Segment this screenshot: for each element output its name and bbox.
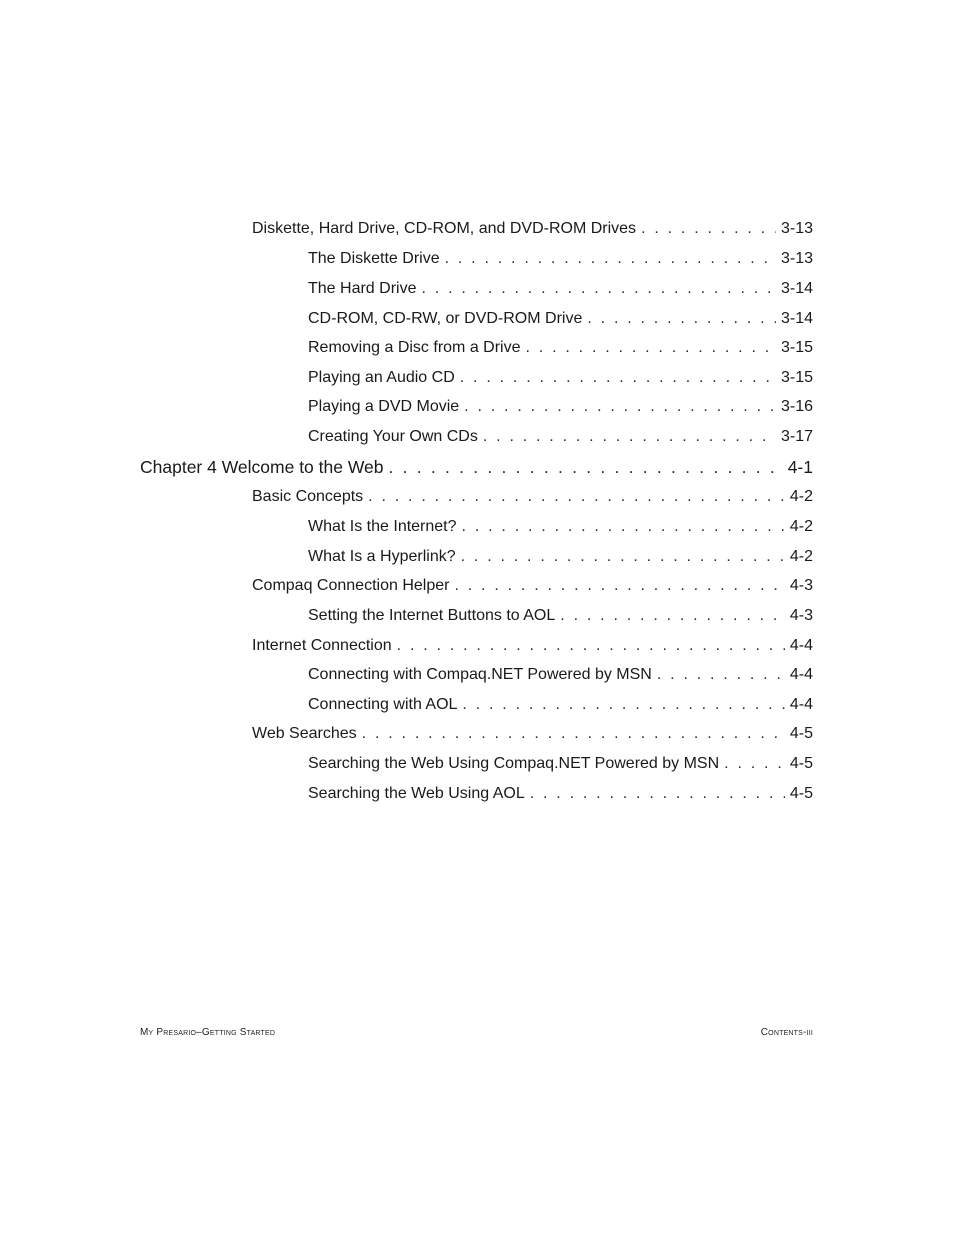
footer-book-title: My Presario–Getting Started xyxy=(140,1027,276,1038)
toc-entry-title: Searching the Web Using AOL xyxy=(308,785,525,802)
toc-entry-page: 4-5 xyxy=(789,725,813,742)
toc-entry-page: 3-14 xyxy=(780,310,813,327)
toc-entry xyxy=(252,487,813,507)
toc-entry-title: Compaq Connection Helper xyxy=(252,577,450,594)
toc-chapter-title: Chapter 4 Welcome to the Web xyxy=(140,457,384,477)
toc-chapter-entry xyxy=(140,457,813,477)
dot-leader xyxy=(560,606,785,626)
toc-entry-title: What Is a Hyperlink? xyxy=(308,548,456,565)
toc-entry-page: 4-5 xyxy=(789,755,813,772)
toc-entry-page: 3-16 xyxy=(780,398,813,415)
toc-entry-title: Connecting with AOL xyxy=(308,696,458,713)
toc-entry-title: The Diskette Drive xyxy=(308,250,440,267)
toc-entry xyxy=(252,219,813,239)
toc-entry-title: The Hard Drive xyxy=(308,280,417,297)
dot-leader xyxy=(362,724,785,744)
dot-leader xyxy=(389,457,783,477)
dot-leader xyxy=(445,249,776,269)
toc-entry-page: 3-13 xyxy=(780,220,813,237)
toc-entry xyxy=(308,427,813,447)
dot-leader xyxy=(464,397,776,417)
dot-leader xyxy=(462,695,784,715)
toc-entry xyxy=(308,309,813,329)
dot-leader xyxy=(421,279,775,299)
toc-entry-page: 4-4 xyxy=(789,666,813,683)
toc-entry-page: 3-13 xyxy=(780,250,813,267)
toc-entry xyxy=(308,249,813,269)
dot-leader xyxy=(462,517,785,537)
toc-entry-title: Searching the Web Using Compaq.NET Powered by MSN xyxy=(308,755,720,772)
toc-entry-title: Diskette, Hard Drive, CD-ROM, and DVD-ROM Drives xyxy=(252,220,637,237)
toc-entry-title: CD-ROM, CD-RW, or DVD-ROM Drive xyxy=(308,310,583,327)
toc-entry-title: What Is the Internet? xyxy=(308,518,457,535)
dot-leader xyxy=(641,219,776,239)
toc-entry-page: 4-4 xyxy=(789,637,813,654)
toc-entry-title: Setting the Internet Buttons to AOL xyxy=(308,607,556,624)
toc-entry-title: Web Searches xyxy=(252,725,357,742)
toc-entry xyxy=(252,636,813,656)
toc-entry-page: 4-4 xyxy=(789,696,813,713)
toc-entry-title: Internet Connection xyxy=(252,637,392,654)
dot-leader xyxy=(454,576,784,596)
toc-entry-title: Basic Concepts xyxy=(252,488,364,505)
toc-entry-title: Playing a DVD Movie xyxy=(308,398,460,415)
toc-entry xyxy=(308,368,813,388)
toc-entry-page: 4-3 xyxy=(789,577,813,594)
toc-entry xyxy=(252,576,813,596)
toc-entry xyxy=(252,724,813,744)
toc-entry-page: 3-15 xyxy=(780,339,813,356)
toc-entry xyxy=(308,517,813,537)
toc-entry xyxy=(308,547,813,567)
dot-leader xyxy=(526,338,776,358)
dot-leader xyxy=(657,665,785,685)
toc-entry xyxy=(308,397,813,417)
toc-entry-page: 4-2 xyxy=(789,518,813,535)
toc-chapter-page: 4-1 xyxy=(787,457,813,477)
toc-entry-title: Creating Your Own CDs xyxy=(308,428,478,445)
toc-entry-page: 4-2 xyxy=(789,548,813,565)
toc-entry xyxy=(308,784,813,804)
toc-entry-page: 4-2 xyxy=(789,488,813,505)
toc-entry xyxy=(308,606,813,626)
toc-entry xyxy=(308,338,813,358)
toc-entry-page: 3-15 xyxy=(780,369,813,386)
dot-leader xyxy=(587,309,776,329)
toc-entry-page: 3-17 xyxy=(780,428,813,445)
toc-entry-page: 4-3 xyxy=(789,607,813,624)
toc-entry-page: 3-14 xyxy=(780,280,813,297)
toc-entry-title: Connecting with Compaq.NET Powered by MSN xyxy=(308,666,652,683)
dot-leader xyxy=(397,636,785,656)
dot-leader xyxy=(460,368,776,388)
dot-leader xyxy=(368,487,785,507)
toc-entry xyxy=(308,665,813,685)
toc-entry xyxy=(308,754,813,774)
toc-entry-title: Removing a Disc from a Drive xyxy=(308,339,521,356)
toc-entry xyxy=(308,695,813,715)
dot-leader xyxy=(483,427,776,447)
toc-entry-page: 4-5 xyxy=(789,785,813,802)
dot-leader xyxy=(724,754,785,774)
toc-entry-title: Playing an Audio CD xyxy=(308,369,455,386)
toc-entry xyxy=(308,279,813,299)
footer-page-number: Contents-iii xyxy=(760,1027,813,1038)
dot-leader xyxy=(530,784,785,804)
dot-leader xyxy=(461,547,785,567)
